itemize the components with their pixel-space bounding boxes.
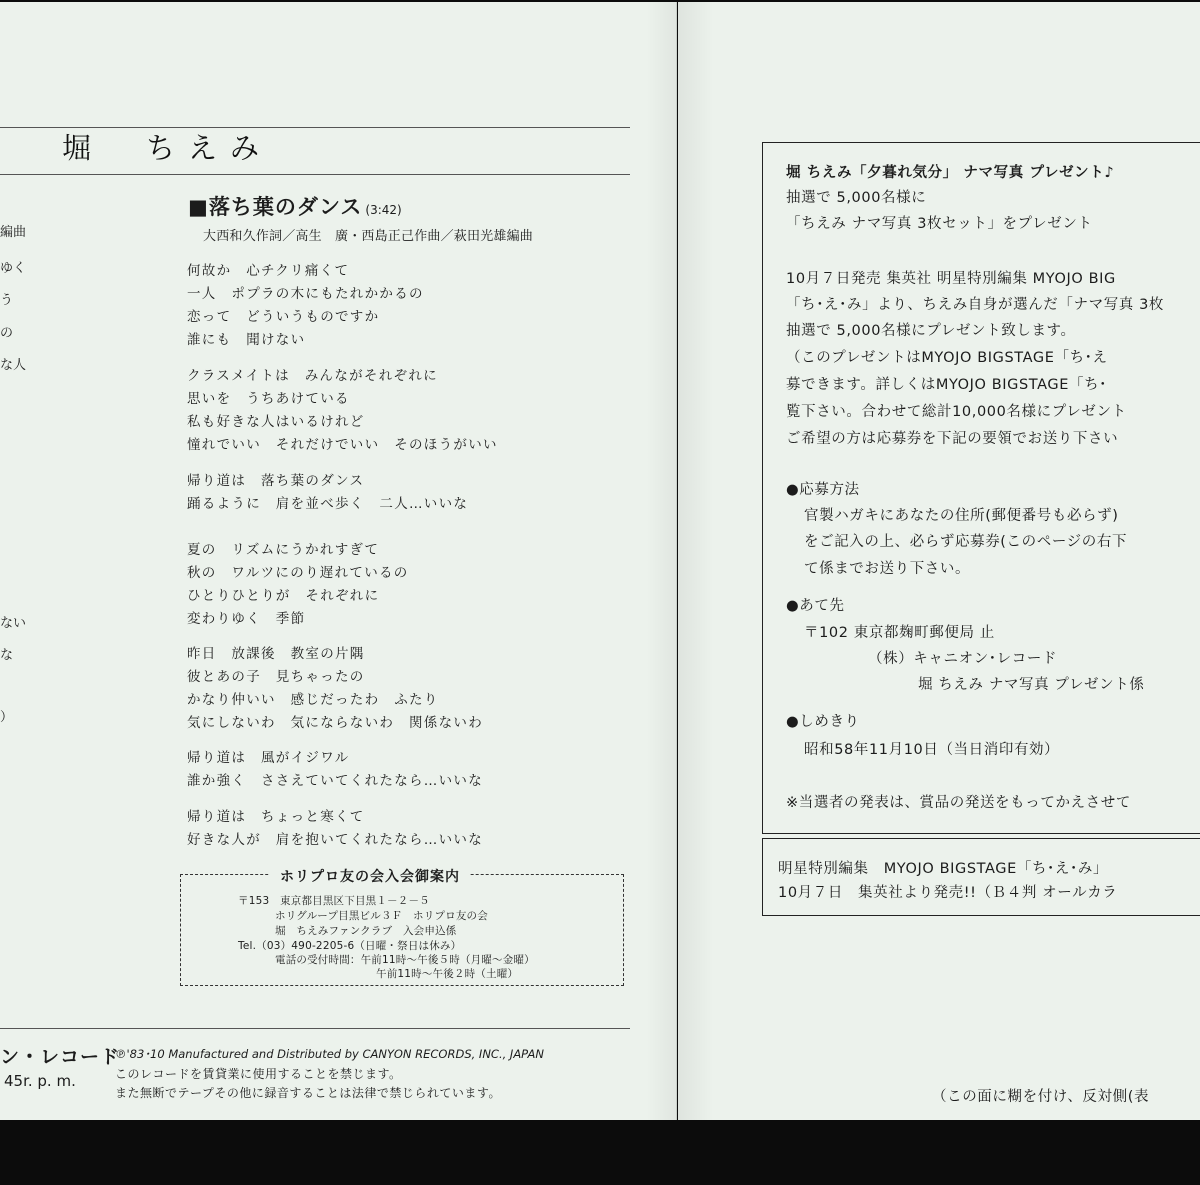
present-line: 「ちえみ ナマ写真 3枚セット」をプレゼント [786,216,1093,232]
present-line: 堀 ちえみ ナマ写真 プレゼント係 [918,677,1145,693]
manufactured-text: ℗'83･10 Manufactured and Distributed by CANYON RECORDS, INC., JAPAN [115,1047,545,1061]
lyric-line: 恋って どういうものですか [187,309,380,325]
lyric-line: 気にしないわ 気にならないわ 関係ないわ [187,715,483,731]
song-credits: 大西和久作詞／高生 廣・西島正己作曲／萩田光雄編曲 [203,229,534,244]
lyric-line: クラスメイトは みんながそれぞれに [187,368,438,384]
artist-name: 堀 ちえみ [62,131,273,165]
present-line: 昭和58年11月10日（当日消印有効） [804,742,1060,758]
rpm-text: 45r. p. m. [4,1072,76,1090]
edge-fragment: の [0,326,14,341]
title-rule [0,174,630,175]
edge-fragment: な人 [0,358,27,373]
edge-fragment: 編曲 [0,225,27,240]
lyric-line: 帰り道は ちょっと寒くて [187,809,365,825]
present-line: 官製ハガキにあなたの住所(郵便番号も必らず) [804,508,1119,524]
lyric-line: 何故か 心チクリ痛くて [187,263,350,279]
fanclub-line: 〒153 東京都目黒区下目黒１－２－５ [238,895,430,907]
lyric-line: 誰にも 聞けない [187,332,306,348]
lyric-line: 彼とあの子 見ちゃったの [187,669,365,685]
right-page [678,2,1200,1120]
present-line: 〒102 東京都麹町郵便局 止 [804,625,995,641]
edge-fragment: う [0,293,14,308]
lyric-line: 帰り道は 落ち葉のダンス [187,473,365,489]
lyric-line: 誰か強く ささえていてくれたなら…いいな [187,773,483,789]
fanclub-line: 電話の受付時間：午前11時～午後５時（月曜～金曜） [275,954,535,966]
magazine-line: 10月７日 集英社より発売!!（Ｂ４判 オールカラ [778,885,1118,901]
lyric-line: ひとりひとりが それぞれに [187,588,380,604]
rental-warning: このレコードを賃貸業に使用することを禁じます。 [115,1067,402,1081]
lyric-line: 憧れでいい それだけでいい そのほうがいい [187,437,498,453]
lyric-line: 好きな人が 肩を抱いてくれたなら…いいな [187,832,483,848]
lyric-line: 夏の リズムにうかれすぎて [187,542,380,558]
winner-note: ※当選者の発表は、賞品の発送をもってかえさせて [786,795,1131,811]
label-name: ン・レコード [0,1046,121,1068]
present-line: 抽選で 5,000名様にプレゼント致します。 [786,323,1076,339]
present-line: て係までお送り下さい。 [804,561,971,577]
lyric-line: 帰り道は 風がイジワル [187,750,350,766]
present-line: 抽選で 5,000名様に [786,190,927,206]
lyric-line: 昨日 放課後 教室の片隅 [187,646,365,662]
lyric-line: 一人 ポプラの木にもたれかかるの [187,286,424,302]
edge-fragment: ゆく [0,261,27,276]
footer-rule [0,1028,630,1029]
glue-note: （この面に糊を付け、反対側(表 [932,1089,1150,1105]
lyric-line: 踊るように 肩を並べ歩く 二人…いいな [187,496,469,512]
section-deadline: ●しめきり [786,714,860,730]
fanclub-line: ホリグループ目黒ビル３Ｆ ホリプロ友の会 [275,910,488,922]
magazine-line: 明星特別編集 MYOJO BIGSTAGE「ち･え･み」 [778,861,1109,877]
edge-fragment: な [0,648,14,663]
fanclub-line: Tel.（03）490-2205-6（日曜・祭日は休み） [238,940,462,952]
present-heading: 堀 ちえみ「夕暮れ気分」 ナマ写真 プレゼント♪ [786,165,1115,181]
present-line: ご希望の方は応募券を下記の要領でお送り下さい [786,431,1119,447]
lyric-line: 変わりゆく 季節 [187,611,306,627]
section-apply: ●応募方法 [786,482,860,498]
present-line: （このプレゼントはMYOJO BIGSTAGE「ち･え [786,350,1108,366]
section-address: ●あて先 [786,598,845,614]
edge-fragment: ） [0,710,14,725]
edge-fragment: ない [0,616,27,631]
lyric-line: 私も好きな人はいるけれど [187,414,365,430]
present-line: （株）キャニオン･レコード [868,651,1058,667]
fanclub-line: 午前11時～午後２時（土曜） [376,968,519,980]
present-line: 覧下さい。合わせて総計10,000名様にプレゼント [786,404,1127,420]
copy-warning: また無断でテープその他に録音することは法律で禁じられています。 [115,1086,501,1100]
song-title: ■落ち葉のダンス (3:42) [188,195,402,219]
present-line: 10月７日発売 集英社 明星特別編集 MYOJO BIG [786,271,1116,287]
fanclub-line: 堀 ちえみファンクラブ 入会申込係 [275,925,457,937]
lyric-line: 思いを うちあけている [187,391,350,407]
left-page [0,2,677,1120]
fanclub-title: ホリプロ友の会入会御案内 [270,866,470,886]
present-line: をご記入の上、必らず応募券(このページの右下 [804,534,1128,550]
present-line: 「ち･え･み」より、ちえみ自身が選んだ「ナマ写真 3枚 [786,297,1165,313]
lyric-line: 秋の ワルツにのり遅れているの [187,565,409,581]
present-line: 募できます。詳しくはMYOJO BIGSTAGE「ち･ [786,377,1108,393]
lyric-line: かなり仲いい 感じだったわ ふたり [187,692,439,708]
